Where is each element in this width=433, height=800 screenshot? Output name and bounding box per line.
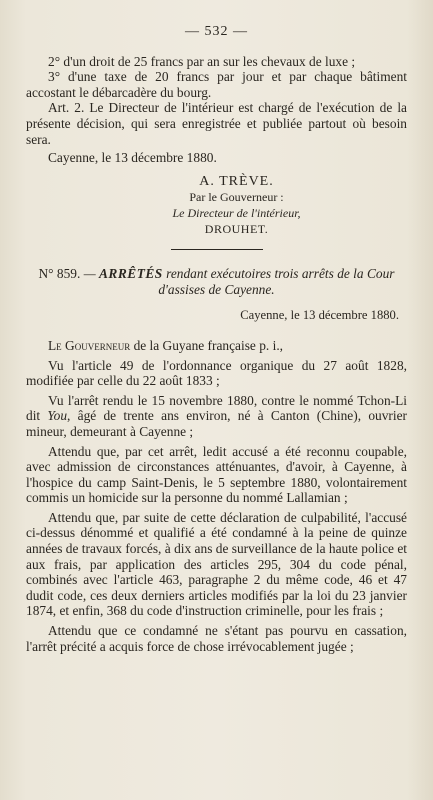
p2-alias: You [47, 408, 68, 424]
arrete-title: ARRÊTÉS [98, 266, 163, 282]
paragraph-attendu-3: Attendu que ce condamné ne s'étant pas pourvu en cassation, l'arrêt précité a acquis force de chose irrévocablement jugée ; [26, 623, 407, 654]
section-divider [171, 249, 263, 250]
paragraph-attendu-1: Attendu que, par cet arrêt, ledit accusé a été reconnu coupable, avec admission de circonstances atténuantes, d'avoir, à Cayenne, à l'hospice du camp Saint-Denis, le 5 septembre 1880, volontairement commis un homicide sur la personne du nommé Lallamian ; [26, 443, 407, 506]
arrete-heading [26, 266, 407, 298]
arrete-number: N° 859. [38, 266, 81, 282]
intro-governor: Le Gouverneur [48, 337, 131, 353]
arrete-date: Cayenne, le 13 décembre 1880. [240, 308, 399, 323]
signature-signer: DROUHET. [204, 222, 269, 237]
intro-paragraph [26, 338, 407, 354]
clause-3-text: 3° d'une taxe de 20 francs par jour et par chaque bâtiment accostant le débarcadère du bourg. [26, 69, 407, 100]
paragraph-vu-1: Vu l'article 49 de l'ordonnance organique du 27 août 1828, modifiée par celle du 22 août 1833 ; [26, 357, 407, 389]
paragraph-attendu-2: Attendu que, par suite de cette déclaration de culpabilité, l'accusé ci-dessus dénommé et qualifié a été condamné à la peine de quinze années de travaux forcés, à dix ans de surveillance de la haute police et aux frais, par application des articles 295, 304 du code pénal, combinés avec l'article 463, paragraphe 2 du même code, 46 et 47 dudit code, ces deux derniers articles modifiés par la loi du 23 janvier 1874, et enfin, 368 du code d'instruction criminelle, pour les frais ; [26, 509, 407, 619]
page-number: — 532 — [185, 24, 248, 39]
arrete-dash: — [83, 266, 96, 282]
clause-2-text: 2° d'un droit de 25 francs par an sur les chevaux de luxe ; [48, 53, 356, 69]
p2-start: Vu l'arrêt rendu le 15 novembre 1880, contre le nommé Tchon-Li dit [26, 392, 407, 424]
signature-title: Le Directeur de l'intérieur, [172, 206, 301, 221]
p2-end: , âgé de trente ans environ, né à Canton (Chine), ouvrier mineur, demeurant à Cayenne ; [26, 408, 407, 439]
arrete-subtitle: rendant exécutoires trois arrêts de la Cour d'assises de Cayenne. [158, 266, 395, 298]
signature-by-line: Par le Gouverneur : [189, 190, 284, 205]
paragraph-vu-2 [26, 393, 407, 440]
decision-date: Cayenne, le 13 décembre 1880. [48, 150, 217, 166]
intro-rest: de la Guyane française p. i., [133, 337, 284, 353]
article-2-text: Art. 2. Le Directeur de l'intérieur est chargé de l'exécution de la présente décision, qui sera enregistrée et publiée partout où besoin sera. [26, 100, 407, 147]
governor-signature: A. TRÈVE. [199, 173, 274, 189]
